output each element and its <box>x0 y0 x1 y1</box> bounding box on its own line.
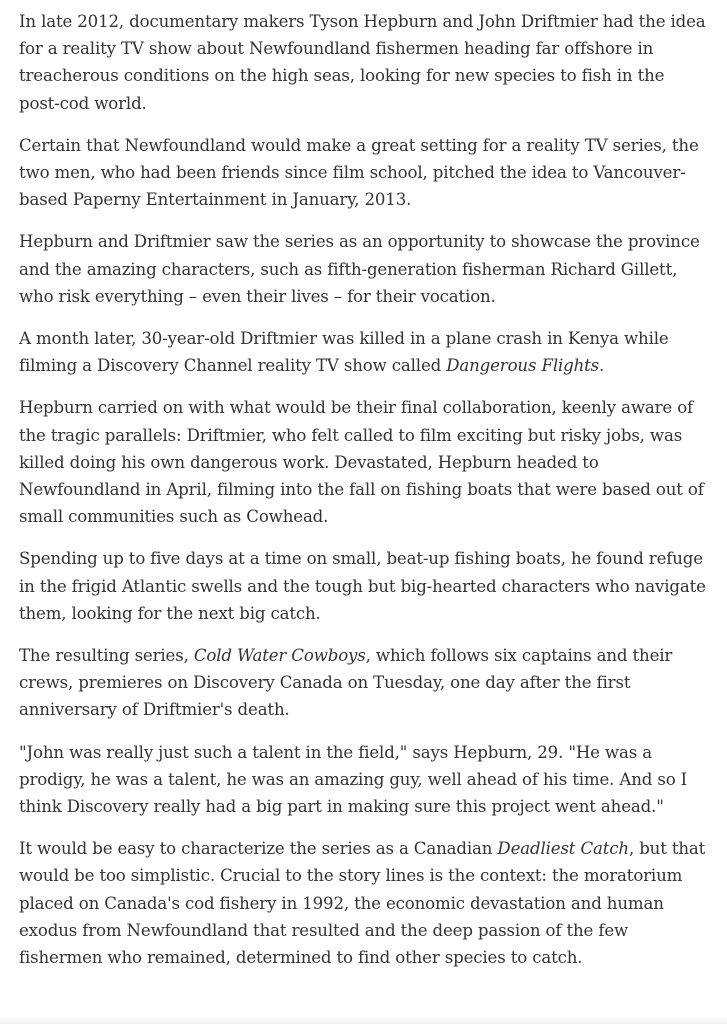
article-body <box>19 8 709 986</box>
article-paragraph-3: Hepburn and Driftmier saw the series as an opportunity to showcase the province and the amazing characters, such as fifth-generation fisherman Richard Gillett, who risk everything – even their lives – for their vocation. <box>19 232 700 306</box>
article-paragraph-2: Certain that Newfoundland would make a great setting for a reality TV series, the two men, who had been friends since film school, pitched the idea to Vancouver-based Paperny Entertainment in January, 2013. <box>19 135 699 210</box>
paragraph-text: . <box>599 356 605 376</box>
article-paragraph-1: In late 2012, documentary makers Tyson Hepburn and John Driftmier had the idea for a reality TV show about Newfoundland fishermen heading far offshore in treacherous conditions on the high seas, looking for new species to fish in the post-cod world. <box>19 12 706 113</box>
paragraph-text: , but that would be too simplistic. Crucial to the story lines is the context: the moratorium placed on Canada's cod fishery in 1992, the economic devastation and human exodus from Newfoundland that resulted and the deep passion of the few fishermen who remained, determined to find other species to catch. <box>19 839 706 968</box>
show-title-dangerous-flights: Dangerous Flights <box>446 356 600 376</box>
paragraph-text: A month later, 30-year-old Driftmier was killed in a plane crash in Kenya while filming a Discovery Channel reality TV show called <box>19 329 669 376</box>
article-paragraph-6: Spending up to five days at a time on small, beat-up fishing boats, he found refuge in the frigid Atlantic swells and the tough but big-hearted characters who navigate them, looking for the next big catch. <box>19 549 706 623</box>
article-paragraph-7 <box>19 642 709 724</box>
paragraph-text: The resulting series, <box>19 646 194 666</box>
show-title-cold-water-cowboys: Cold Water Cowboys <box>193 646 366 666</box>
show-title-deadliest-catch: Deadliest Catch <box>497 839 629 859</box>
article-paragraph-5: Hepburn carried on with what would be their final collaboration, keenly aware of the tragic parallels: Driftmier, who felt called to film exciting but risky jobs, was killed doing his own dangerous work. Devastated, Hepburn headed to Newfoundland in April, filming into the fall on fishing boats that were based out of small communities such as Cowhead. <box>19 398 704 527</box>
paragraph-text: It would be easy to characterize the series as a Canadian <box>19 839 498 859</box>
paragraph-text: , which follows six captains and their crews, premieres on Discovery Canada on Tuesday, one day after the first anniversary of Driftmier's death. <box>19 646 673 720</box>
article-paragraph-8: "John was really just such a talent in the field," says Hepburn, 29. "He was a prodigy, he was a talent, he was an amazing guy, well ahead of his time. And so I think Discovery really had a big part in making sure this project went ahead." <box>19 742 688 817</box>
article-paragraph-4 <box>19 325 709 379</box>
bottom-edge-fade <box>0 1016 727 1024</box>
article-paragraph-9 <box>19 835 709 971</box>
